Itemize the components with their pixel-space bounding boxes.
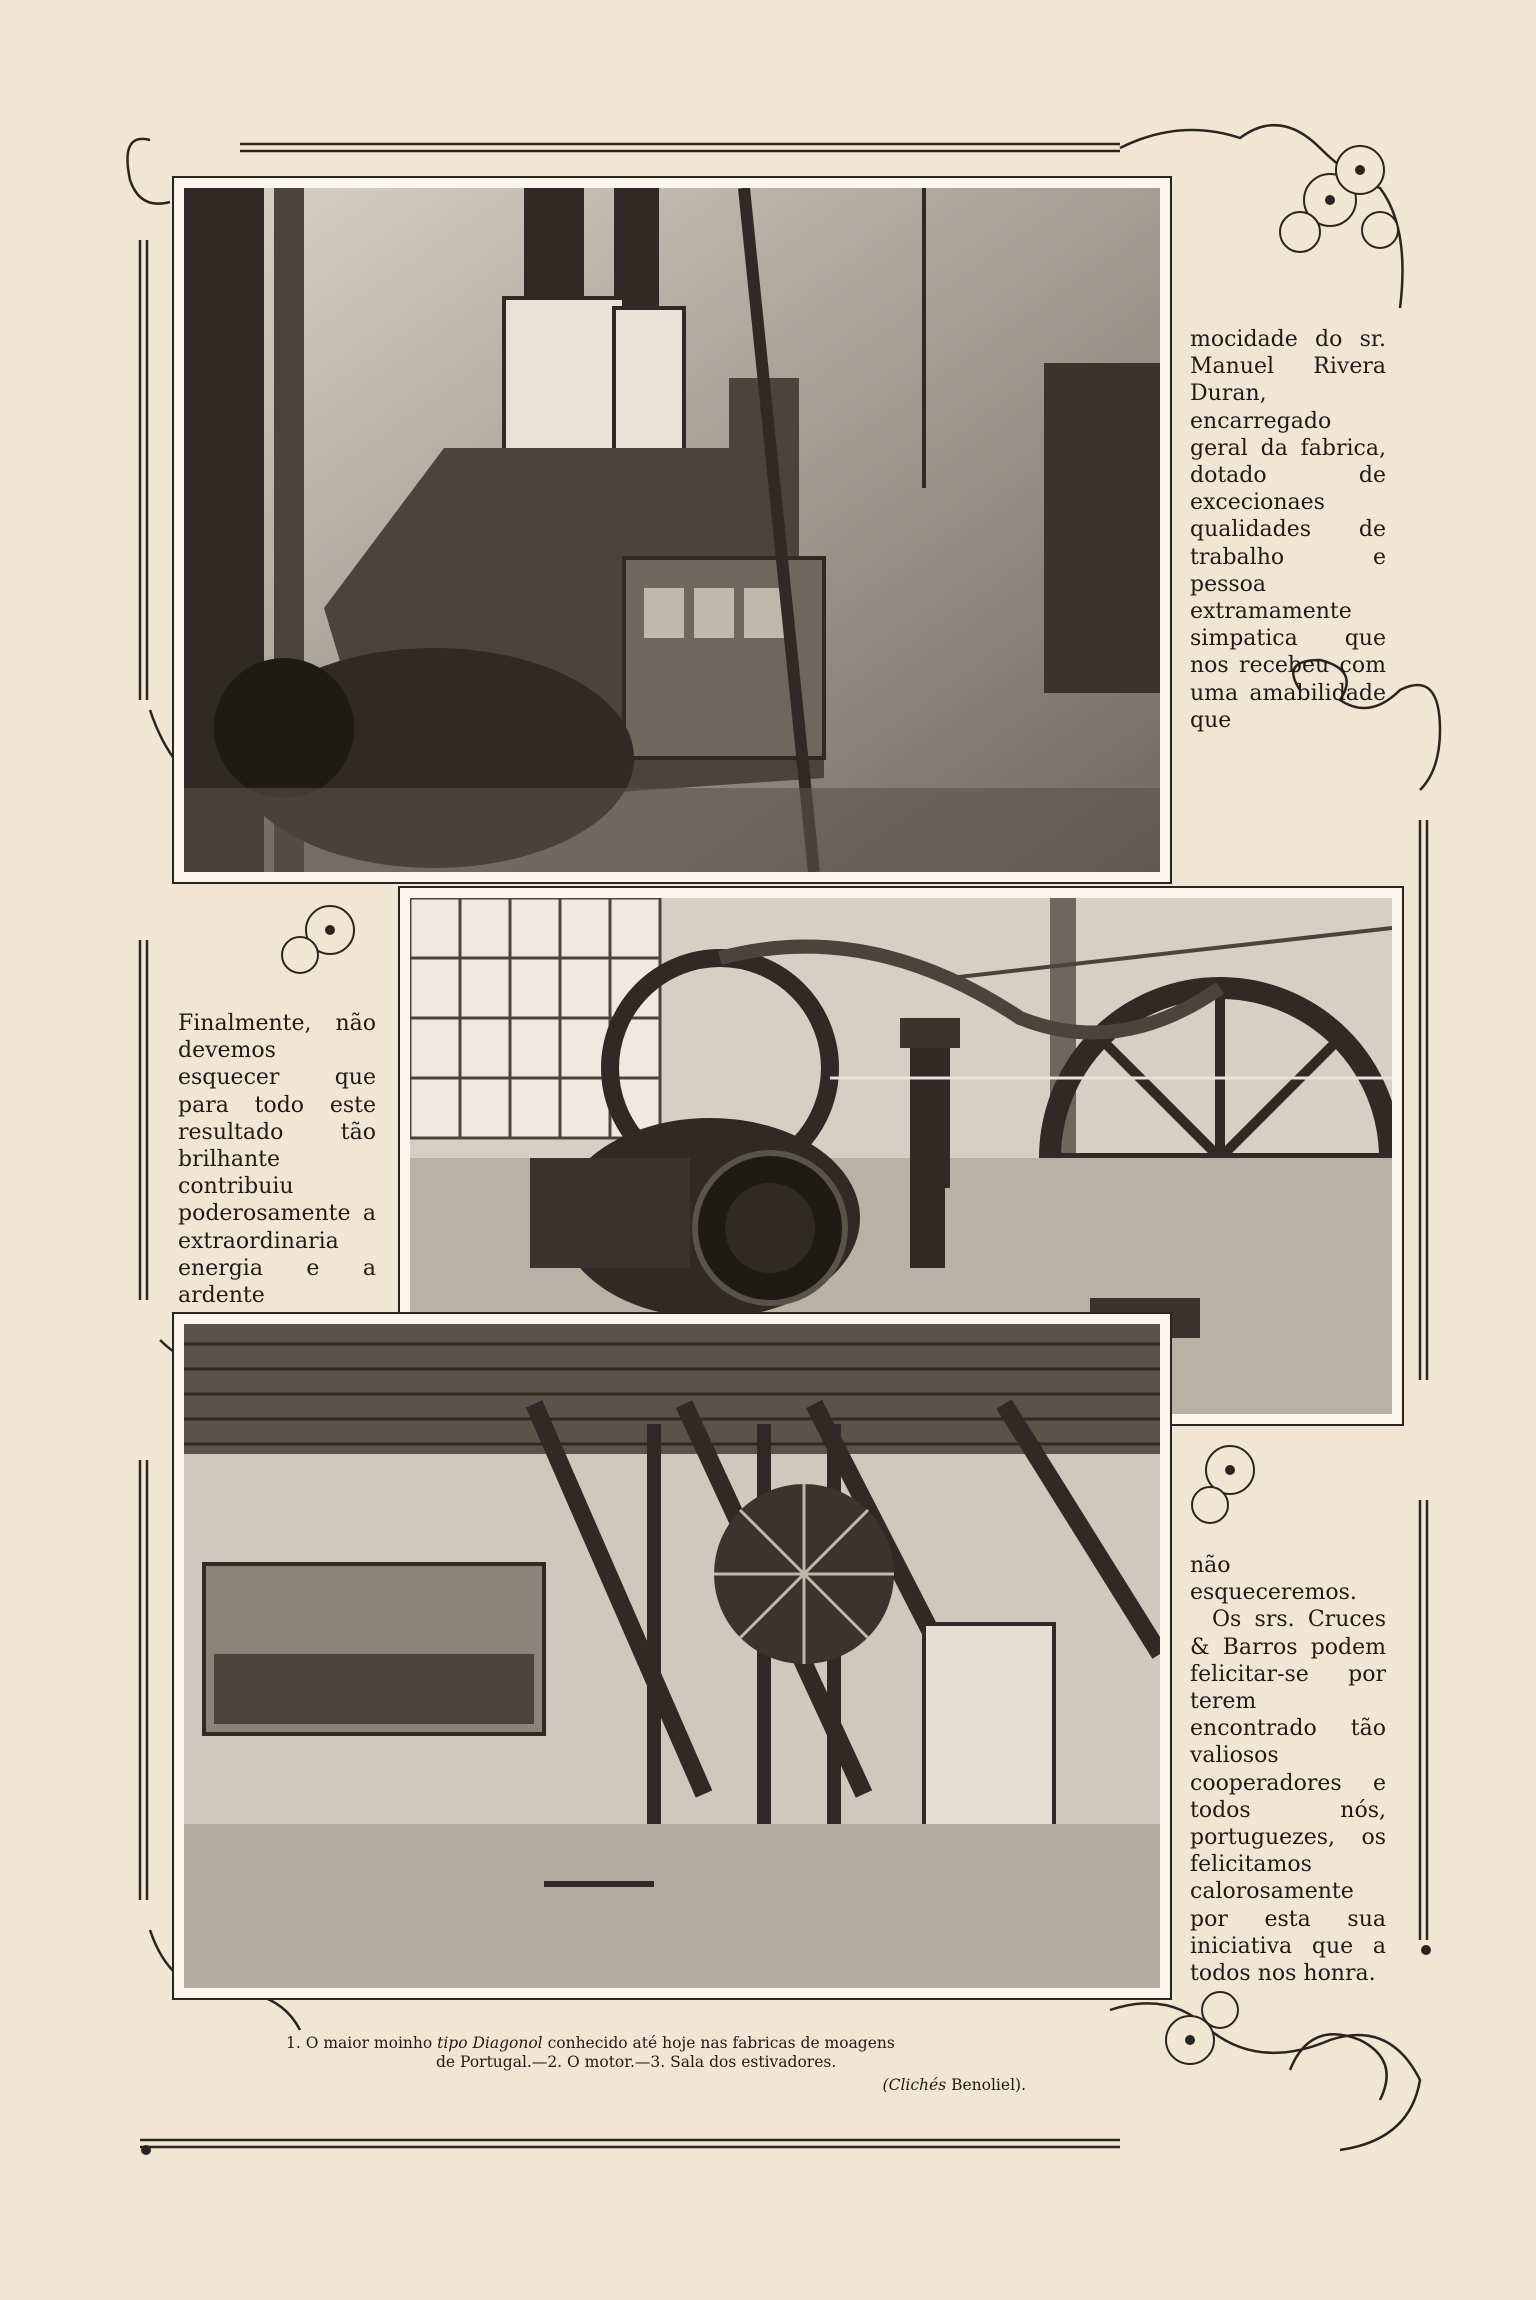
photo-1-image bbox=[184, 188, 1160, 872]
photo-caption bbox=[286, 2034, 1046, 2095]
caption-line-1: 1. O maior moinho tipo Diagonol conhecido até hoje nas fabricas de moagens bbox=[286, 2034, 895, 2052]
photo-1-mill bbox=[172, 176, 1172, 884]
caption-credit: (Clichés Benoliel). bbox=[882, 2076, 1026, 2094]
article-text-top-right: mocidade do sr. Manuel Rivera Duran, encarregado geral da fabrica, dotado de excecionaes qualidades de trabalho e pessoa extramamente simpatica que nos recebeu com uma amabilidade que bbox=[1190, 327, 1386, 733]
caption-line-2: de Portugal.—2. O motor.—3. Sala dos estivadores. bbox=[436, 2053, 837, 2071]
photo-3-stevedores-hall bbox=[172, 1312, 1172, 2000]
photo-3-image bbox=[184, 1324, 1160, 1988]
article-text-bottom-right: não esqueceremos. Os srs. Cruces & Barros podem felicitar-se por terem encontrado tão valiosos cooperadores e todos nós, portuguezes, os felicitamos calorosamente por esta sua iniciativa que a todos nos honra. bbox=[1190, 1553, 1386, 1987]
article-text-middle-left: Finalmente, não devemos esquecer que para todo este resultado tão brilhante contribuiu poderosamente a extraordinaria energia e a ardente bbox=[178, 1011, 376, 1309]
